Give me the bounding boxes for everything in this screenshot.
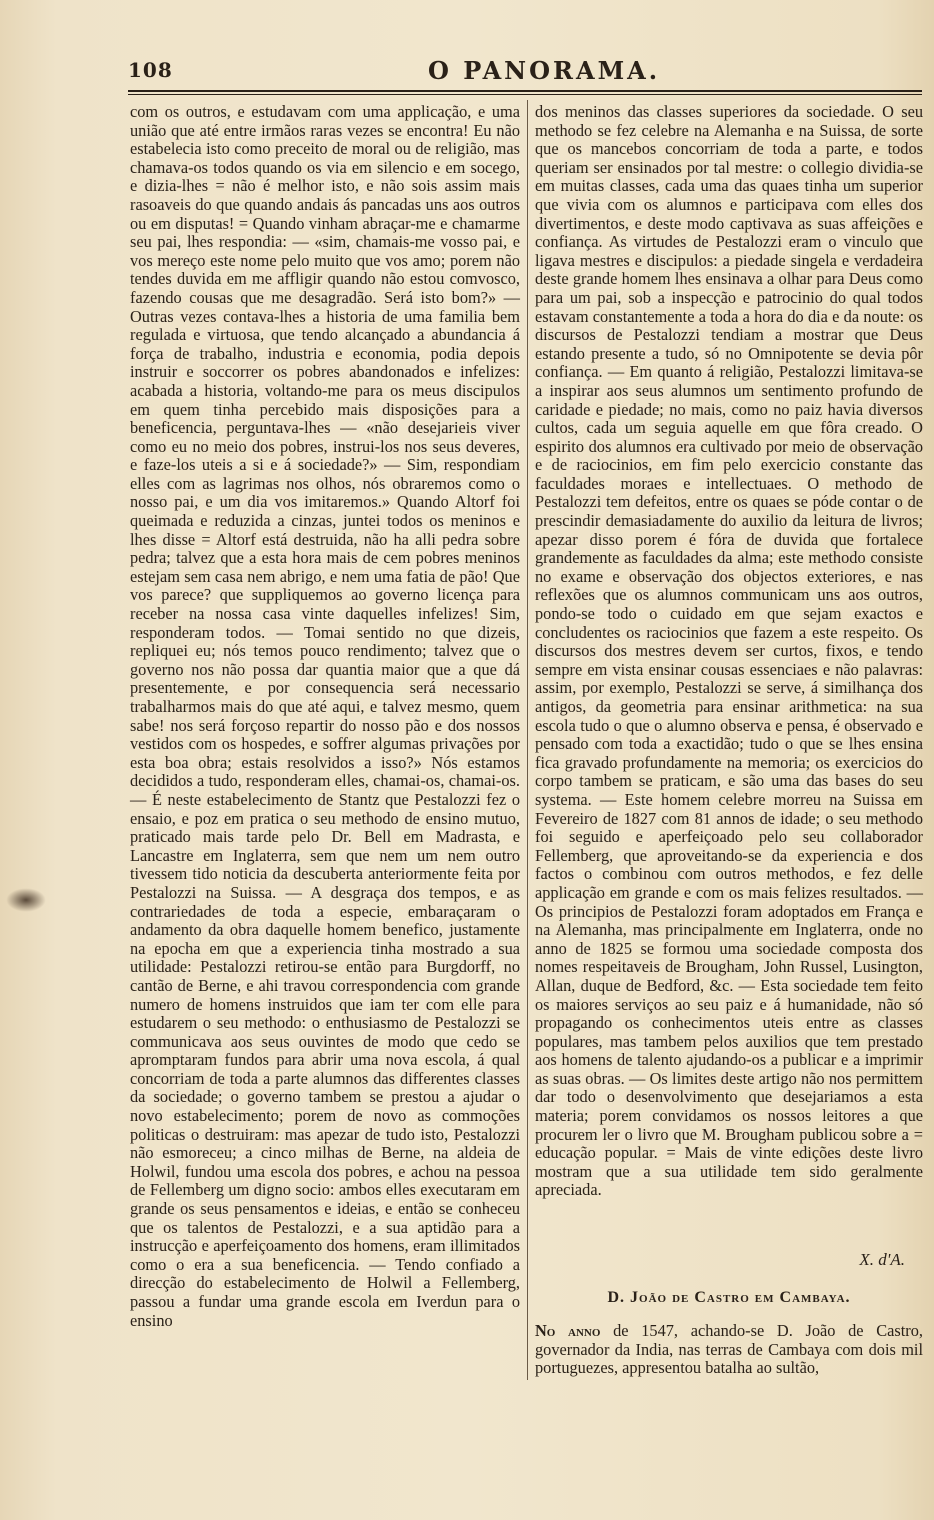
left-column-text: com os outros, e estudavam com uma applicação, e uma união que até entre irmãos raras vezes se encontra! Eu não estabelecia isto como preceito de moral ou de religião, mas chamava-os todos quando os via em silencio e em socego, e dizia-lhes = não é melhor isto, e não sois assim mais rasoaveis do que quando andais ás pancadas uns aos outros ou em disputas! = Quando vinham abraçar-me e chamarme seu pai, lhes respondia: — «sim, chamais-me vosso pai, e vos mereço este nome pelo muito que vos amo; porem não tendes duvida em me affligir quando não estou comvosco, fazendo cousas que me desagradão. Será isto bom?» — Outras vezes contava-lhes a historia de uma familia bem regulada e virtuosa, que tendo alcançado a abundancia á força de trabalho, industria e economia, podia depois instruir e soccorrer os pobres abandonados e infelizes: acabada a historia, voltando-me para os meus discipulos em quem tinha percebido mais disposições para a beneficencia, perguntava-lhes — «não desejarieis viver como eu no meio dos pobres, instrui-los nos seus deveres, e faze-los uteis a si e á sociedade?» — Sim, respondiam elles com as lagrimas nos olhos, nós obraremos como o nosso pai, e um dia vos imitaremos.» Quando Altorf foi queimada e reduzida a cinzas, juntei todos os meninos e lhes disse = Altorf está destruida, não ha alli pedra sobre pedra; talvez que a esta hora mais de cem pobres meninos estejam sem casa nem abrigo, e nem uma fatia de pão! Que vos parece? que suppliquemos ao governo licença para receber na nossa casa vinte daquelles infelizes! Sim, responderam todos. — Tomai sentido no que dizeis, repliquei eu; nós temos pouco rendimento; talvez que o governo nos não possa dar quantia maior que a que dá presentemente, e por consequencia será necessario trabalharmos mais do que até aqui, e talvez mesmo, quem sabe! nos será forçoso repartir do nosso pão e dos nossos vestidos com os hospedes, e soffrer algumas privações por esta boa obra; estais resolvidos a isso?» Nós estamos decididos a tudo, responderam elles, chamai-os, chamai-os. — É neste estabelecimento de Stantz que Pestalozzi fez o ensaio, e poz em pratica o seu methodo de ensino mutuo, praticado mais tarde pelo Dr. Bell em Madrasta, e Lancastre em Inglaterra, sem que nem um nem outro tivessem tido noticia da descuberta anteriormente feita por Pestalozzi na Suissa. — A desgraça dos tempos, e as contrariedades de toda a especie, embaraçaram o andamento da obra daquelle homem benefico, justamente na epocha em que a experiencia tinha mostrado a sua utilidade: Pestalozzi retirou-se então para Burgdorff, no cantão de Berne, e ahi travou correspondencia com grande numero de homens instruidos que iam ter com elle para estudarem o seu methodo: o enthusiasmo de Pestalozzi se communicava aos seus ouvintes de modo que cedo se apromptaram fundos para abrir uma nova escola, á qual concorriam de toda a parte alumnos das differentes classes da sociedade; o governo tambem se prestou a ajudar o novo estabelecimento; porem de novo as commoções politicas o destruiram: mas apezar de tudo isto, Pestalozzi não esmoreceu; a cinco milhas de Berne, na aldeia de Holwil, fundou uma escola dos pobres, e achou na pessoa de Fellemberg um digno socio: ambos elles executaram em grande os seus pensamentos e ideias, e então se conheceu que os talentos de Pestalozzi, e a sua aptidão para a instrucção e aperfeiçoamento dos homens, eram illimitados como o era a sua beneficencia. — Tendo confiado a direcção do estabelecimento de Holwil a Fellemberg, passou a fundar uma grande escola em Iverdun para o ensino xyxy=(130,102,520,1330)
section-body xyxy=(535,1322,923,1378)
header-rule xyxy=(128,90,922,92)
author-signature: X. d'A. xyxy=(859,1250,905,1269)
section-lead: No anno xyxy=(535,1321,601,1340)
header-rule-thin xyxy=(128,94,922,95)
page-header xyxy=(128,58,922,90)
left-column xyxy=(130,103,520,1330)
column-divider xyxy=(527,100,528,1380)
right-column-text: dos meninos das classes superiores da sociedade. O seu methodo se fez celebre na Alemanha e na Suissa, de sorte que os mancebos concorriam de toda a parte, e todos queriam ser ensinados por tal mestre: o collegio dividia-se em muitas classes, cada uma das quaes tinha um superior que vivia com os alumnos e participava com elles dos divertimentos, e deste modo captivava as suas affeições e confiança. As virtudes de Pestalozzi eram o vinculo que ligava mestres e discipulos: a piedade singela e verdadeira deste grande homem lhes ensinava a olhar para Deus como para um pai, sob a inspecção e patrocinio do qual todos estavam constantemente a toda a hora do dia e da noute: os discursos de Pestalozzi tendiam a mostrar que Deus estando presente a tudo, só no Omnipotente se devia pôr confiança. — Em quanto á religião, Pestalozzi limitava-se a inspirar aos seus alumnos um sentimento profundo de caridade e piedade; no mais, como no paiz havia diversos cultos, cada um seguia aquelle em que fôra creado. O espirito dos alumnos era cultivado por meio de observação e de raciocinios, em fim pelo exercicio constante das faculdades moraes e intellectuaes. O methodo de Pestalozzi tem defeitos, entre os quaes se póde contar o de prescindir demasiadamente do auxilio da leitura de livros; apezar disso porem é fóra de duvida que fortalece grandemente as faculdades da alma; este methodo consiste no exame e observação dos objectos exteriores, e nas reflexões que os alumnos communicam uns aos outros, pondo-se todo o cuidado em que sejam exactos e concludentes os raciocinios que fazem a este respeito. Os discursos dos mestres devem ser curtos, fixos, e tendo sempre em vista ensinar cousas essenciaes e não palavras: assim, por exemplo, Pestalozzi se serve, á similhança dos antigos, da geometria para ensinar arithmetica: na sua escola tudo o que o alumno observa e pensa, é observado e pensado com toda a exactidão; tudo o que se lhes ensina fica gravado profundamente na memoria; os exercicios do corpo tambem se praticam, e são uma das bases do seu systema. — Este homem celebre morreu na Suissa em Fevereiro de 1827 com 81 annos de idade; o seu methodo foi seguido e aperfeiçoado pelo seu collaborador Fellemberg, que aproveitando-se da experiencia e dos factos o combinou com outros methodos, e fez delle applicação em grande e com os mais felizes resultados. — Os principios de Pestalozzi foram adoptados em França e na Alemanha, mas principalmente em Inglaterra, onde no anno de 1825 se formou uma sociedade composta dos nomes respeitaveis de Brougham, John Russel, Lusington, Allan, duque de Bedford, &c. — Esta sociedade tem feito os maiores serviços ao seu paiz e á humanidade, não só propagando os conhecimentos uteis entre as classes populares, mas tambem pelos auxilios que tem prestado aos homens de talento ajudando-os a publicar e a imprimir as suas obras. — Os limites deste artigo não nos permittem dar todo o desenvolvimento que desejariamos a esta materia; porem convidamos os nossos leitores a que procurem ler o livro que M. Brougham publicou sobre a = educação popular. = Mais de vinte edições deste livro mostram que a sua utilidade tem sido geralmente apreciada. xyxy=(535,102,923,1200)
section-text: de 1547, achando-se D. João de Castro, governador da India, nas terras de Cambaya com dois mil portuguezes, appresentou batalha ao sultão, xyxy=(535,1321,923,1378)
page-number: 108 xyxy=(128,58,173,82)
section-title: D. João de Castro em Cambaya. xyxy=(607,1289,851,1306)
right-column xyxy=(535,103,923,1200)
section-paragraph xyxy=(535,1322,923,1378)
ink-smudge xyxy=(6,888,46,912)
running-title: O PANORAMA. xyxy=(428,56,661,85)
